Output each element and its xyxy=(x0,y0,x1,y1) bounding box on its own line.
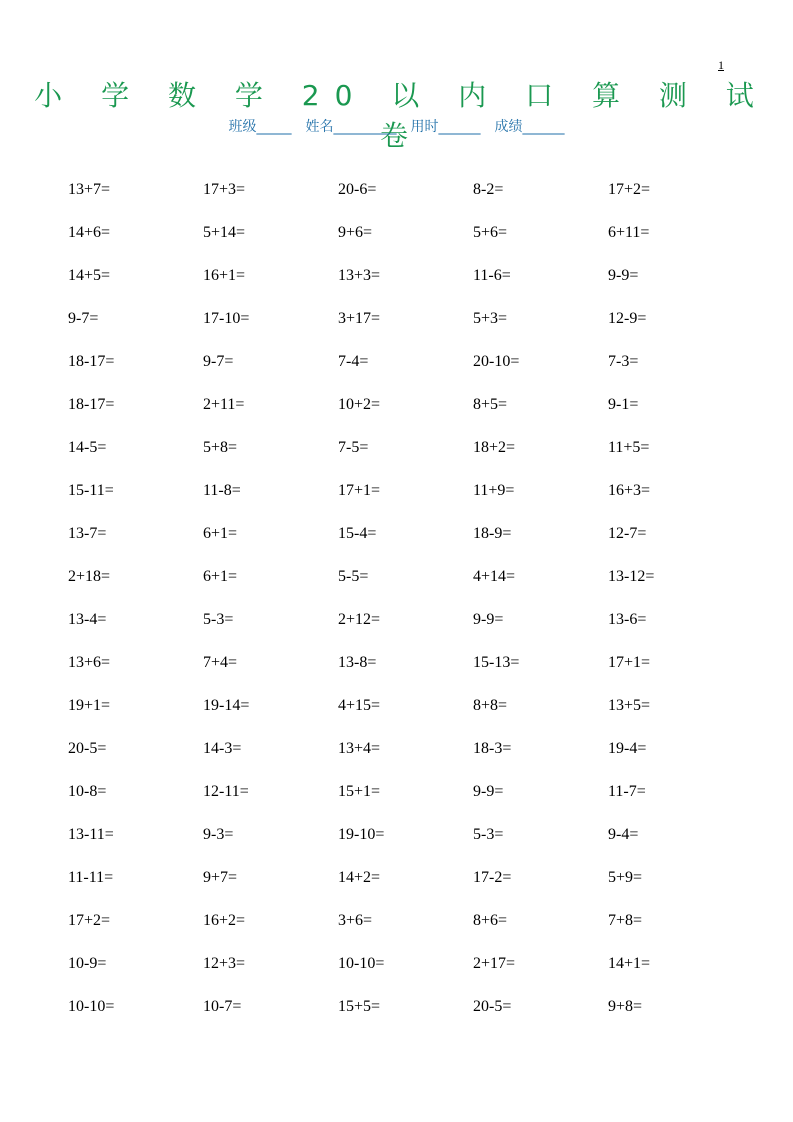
problem-item: 9-7= xyxy=(68,309,99,327)
problem-item: 13-6= xyxy=(608,610,647,628)
problem-row xyxy=(68,512,748,555)
problem-item: 9-7= xyxy=(203,352,234,370)
problem-item: 7-4= xyxy=(338,352,369,370)
problem-item: 11-11= xyxy=(68,868,114,886)
problem-item: 5-3= xyxy=(203,610,234,628)
problem-item: 5+14= xyxy=(203,223,246,241)
problem-item: 17-2= xyxy=(473,868,512,886)
problem-item: 12-7= xyxy=(608,524,647,542)
problem-item: 13-8= xyxy=(338,653,377,671)
problem-row xyxy=(68,297,748,340)
problem-item: 8+5= xyxy=(473,395,508,413)
problem-item: 14-3= xyxy=(203,739,242,757)
problem-item: 2+17= xyxy=(473,954,516,972)
page-number: 1 xyxy=(718,58,724,72)
problem-item: 11-7= xyxy=(608,782,646,800)
problem-grid xyxy=(68,168,748,1028)
problem-row xyxy=(68,168,748,211)
problem-item: 14+1= xyxy=(608,954,651,972)
problem-item: 17+1= xyxy=(608,653,651,671)
problem-item: 17+1= xyxy=(338,481,381,499)
problem-item: 14+6= xyxy=(68,223,111,241)
problem-item: 16+3= xyxy=(608,481,651,499)
problem-item: 19-10= xyxy=(338,825,385,843)
problem-row xyxy=(68,254,748,297)
problem-row xyxy=(68,340,748,383)
problem-item: 6+11= xyxy=(608,223,650,241)
problem-item: 13-4= xyxy=(68,610,107,628)
problem-item: 13+6= xyxy=(68,653,111,671)
problem-item: 17+2= xyxy=(68,911,111,929)
problem-item: 11-6= xyxy=(473,266,511,284)
problem-row xyxy=(68,770,748,813)
problem-item: 20-5= xyxy=(473,997,512,1015)
problem-item: 13+5= xyxy=(608,696,651,714)
score-field: 成绩______ xyxy=(494,119,565,135)
problem-item: 20-6= xyxy=(338,180,377,198)
problem-item: 9+6= xyxy=(338,223,373,241)
problem-item: 10-7= xyxy=(203,997,242,1015)
problem-item: 15-13= xyxy=(473,653,520,671)
problem-item: 9-1= xyxy=(608,395,639,413)
problem-item: 16+2= xyxy=(203,911,246,929)
problem-item: 2+18= xyxy=(68,567,111,585)
problem-item: 12+3= xyxy=(203,954,246,972)
problem-item: 5+9= xyxy=(608,868,643,886)
problem-item: 18-17= xyxy=(68,352,115,370)
problem-item: 13-12= xyxy=(608,567,655,585)
problem-item: 5+8= xyxy=(203,438,238,456)
problem-item: 18+2= xyxy=(473,438,516,456)
problem-item: 13-7= xyxy=(68,524,107,542)
problem-item: 4+14= xyxy=(473,567,516,585)
problem-item: 7+8= xyxy=(608,911,643,929)
problem-row xyxy=(68,813,748,856)
problem-row xyxy=(68,426,748,469)
problem-item: 13+3= xyxy=(338,266,381,284)
problem-item: 5-5= xyxy=(338,567,369,585)
problem-item: 10+2= xyxy=(338,395,381,413)
problem-row xyxy=(68,641,748,684)
problem-item: 3+17= xyxy=(338,309,381,327)
problem-item: 5+6= xyxy=(473,223,508,241)
problem-item: 2+12= xyxy=(338,610,381,628)
problem-item: 10-9= xyxy=(68,954,107,972)
problem-item: 13-11= xyxy=(68,825,114,843)
problem-row xyxy=(68,598,748,641)
problem-item: 16+1= xyxy=(203,266,246,284)
problem-item: 5-3= xyxy=(473,825,504,843)
problem-item: 3+6= xyxy=(338,911,373,929)
problem-row xyxy=(68,469,748,512)
problem-row xyxy=(68,211,748,254)
problem-item: 9-9= xyxy=(473,610,504,628)
problem-row xyxy=(68,727,748,770)
student-info-line xyxy=(0,116,793,136)
problem-item: 12-9= xyxy=(608,309,647,327)
problem-item: 11+5= xyxy=(608,438,650,456)
problem-item: 20-10= xyxy=(473,352,520,370)
page-title: 小 学 数 学 20 以 内 口 算 测 试 卷 xyxy=(34,79,769,152)
problem-item: 7+4= xyxy=(203,653,238,671)
problem-item: 18-9= xyxy=(473,524,512,542)
problem-item: 10-10= xyxy=(338,954,385,972)
problem-item: 10-8= xyxy=(68,782,107,800)
problem-row xyxy=(68,942,748,985)
problem-item: 15-4= xyxy=(338,524,377,542)
problem-item: 9+8= xyxy=(608,997,643,1015)
problem-item: 15-11= xyxy=(68,481,114,499)
problem-item: 17+2= xyxy=(608,180,651,198)
problem-item: 14-5= xyxy=(68,438,107,456)
problem-item: 13+4= xyxy=(338,739,381,757)
problem-item: 2+11= xyxy=(203,395,245,413)
problem-item: 8-2= xyxy=(473,180,504,198)
problem-item: 8+8= xyxy=(473,696,508,714)
problem-item: 6+1= xyxy=(203,567,238,585)
name-field: 姓名_________ xyxy=(305,119,397,135)
problem-item: 17+3= xyxy=(203,180,246,198)
problem-item: 17-10= xyxy=(203,309,250,327)
problem-item: 5+3= xyxy=(473,309,508,327)
problem-item: 14+2= xyxy=(338,868,381,886)
problem-item: 9-9= xyxy=(473,782,504,800)
problem-item: 12-11= xyxy=(203,782,249,800)
problem-item: 4+15= xyxy=(338,696,381,714)
problem-item: 13+7= xyxy=(68,180,111,198)
problem-item: 15+1= xyxy=(338,782,381,800)
problem-row xyxy=(68,856,748,899)
problem-item: 9-9= xyxy=(608,266,639,284)
problem-row xyxy=(68,899,748,942)
problem-item: 11+9= xyxy=(473,481,515,499)
time-field: 用时______ xyxy=(410,119,481,135)
problem-item: 9+7= xyxy=(203,868,238,886)
problem-item: 7-5= xyxy=(338,438,369,456)
problem-item: 15+5= xyxy=(338,997,381,1015)
problem-item: 14+5= xyxy=(68,266,111,284)
problem-item: 9-3= xyxy=(203,825,234,843)
problem-item: 18-3= xyxy=(473,739,512,757)
problem-item: 7-3= xyxy=(608,352,639,370)
problem-item: 8+6= xyxy=(473,911,508,929)
problem-item: 19-4= xyxy=(608,739,647,757)
problem-item: 11-8= xyxy=(203,481,241,499)
problem-item: 9-4= xyxy=(608,825,639,843)
problem-item: 6+1= xyxy=(203,524,238,542)
problem-item: 20-5= xyxy=(68,739,107,757)
problem-row xyxy=(68,555,748,598)
problem-item: 19-14= xyxy=(203,696,250,714)
problem-item: 18-17= xyxy=(68,395,115,413)
problem-item: 19+1= xyxy=(68,696,111,714)
problem-row xyxy=(68,985,748,1028)
class-field: 班级_____ xyxy=(228,119,292,135)
problem-item: 10-10= xyxy=(68,997,115,1015)
problem-row xyxy=(68,684,748,727)
problem-row xyxy=(68,383,748,426)
